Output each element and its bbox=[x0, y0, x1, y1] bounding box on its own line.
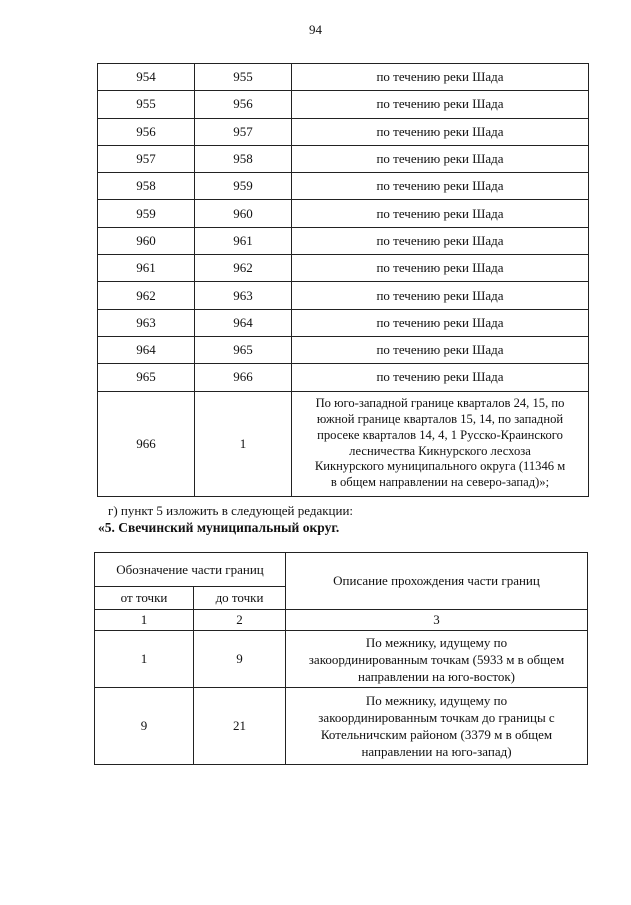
table-row-last bbox=[98, 391, 589, 496]
point-from: 958 bbox=[98, 173, 195, 200]
point-to: 966 bbox=[195, 364, 292, 391]
column-number-row bbox=[95, 610, 588, 631]
description-line: Кикнурского муниципального округа (11346 м bbox=[314, 459, 566, 474]
table-row bbox=[98, 364, 589, 391]
point-to: 21 bbox=[194, 688, 286, 765]
point-from: 954 bbox=[98, 64, 195, 91]
point-from: 961 bbox=[98, 255, 195, 282]
table-row bbox=[98, 282, 589, 309]
boundary-description bbox=[286, 688, 588, 765]
table-row bbox=[95, 631, 588, 688]
page-number: 94 bbox=[309, 22, 322, 37]
point-to: 957 bbox=[195, 118, 292, 145]
description-line: в общем направлении на северо-запад)»; bbox=[330, 474, 550, 489]
boundary-description: по течению реки Шада bbox=[292, 282, 589, 309]
point-from: 956 bbox=[98, 118, 195, 145]
point-to: 959 bbox=[195, 173, 292, 200]
description-line: По юго-западной границе кварталов 24, 15, по bbox=[315, 396, 565, 411]
boundary-table-svecha bbox=[94, 552, 588, 765]
description-line: По межнику, идущему по bbox=[365, 634, 508, 650]
boundary-description: по течению реки Шада bbox=[292, 336, 589, 363]
boundary-description: по течению реки Шада bbox=[292, 200, 589, 227]
header-from-cell: от точки bbox=[95, 587, 194, 610]
table-row bbox=[98, 336, 589, 363]
table-row bbox=[95, 688, 588, 765]
description-line: закоординированным точкам до границы с bbox=[318, 710, 555, 725]
point-from: 964 bbox=[98, 336, 195, 363]
column-number: 2 bbox=[194, 610, 286, 631]
table-row bbox=[98, 200, 589, 227]
point-from: 1 bbox=[95, 631, 194, 688]
header-description-cell: Описание прохождения части границ bbox=[286, 553, 588, 610]
point-from: 962 bbox=[98, 282, 195, 309]
boundary-description: по течению реки Шада bbox=[292, 309, 589, 336]
boundary-description: по течению реки Шада bbox=[292, 64, 589, 91]
table-row bbox=[98, 118, 589, 145]
column-number: 3 bbox=[286, 610, 588, 631]
table-row bbox=[98, 64, 589, 91]
point-to: 963 bbox=[195, 282, 292, 309]
description-line: направлении на юго-запад) bbox=[361, 744, 512, 759]
boundary-description: по течению реки Шада bbox=[292, 364, 589, 391]
description-line: южной границе кварталов 15, 14, по западной bbox=[316, 412, 564, 427]
table-row bbox=[98, 173, 589, 200]
point-from: 9 bbox=[95, 688, 194, 765]
table-row bbox=[98, 255, 589, 282]
boundary-description: по течению реки Шада bbox=[292, 255, 589, 282]
boundary-description-long bbox=[292, 391, 589, 496]
header-group-cell: Обозначение части границ bbox=[95, 553, 286, 587]
column-number: 1 bbox=[95, 610, 194, 631]
point-to: 955 bbox=[195, 64, 292, 91]
point-to: 964 bbox=[195, 309, 292, 336]
boundary-table-kiknur bbox=[97, 63, 589, 497]
boundary-description: по течению реки Шада bbox=[292, 91, 589, 118]
table-row bbox=[98, 91, 589, 118]
point-to: 965 bbox=[195, 336, 292, 363]
description-line: направлении на юго-восток) bbox=[358, 668, 515, 684]
boundary-description: по течению реки Шада bbox=[292, 145, 589, 172]
boundary-description: по течению реки Шада bbox=[292, 118, 589, 145]
table-row bbox=[98, 227, 589, 254]
header-to-cell: до точки bbox=[194, 587, 286, 610]
boundary-description: по течению реки Шада bbox=[292, 173, 589, 200]
instruction-paragraph: г) пункт 5 изложить в следующей редакции: bbox=[108, 503, 354, 518]
point-from: 963 bbox=[98, 309, 195, 336]
point-to: 960 bbox=[195, 200, 292, 227]
point-from: 955 bbox=[98, 91, 195, 118]
boundary-description bbox=[286, 631, 588, 688]
point-from: 965 bbox=[98, 364, 195, 391]
point-to: 958 bbox=[195, 145, 292, 172]
section-heading: «5. Свечинский муниципальный округ. bbox=[98, 520, 340, 535]
boundary-description: по течению реки Шада bbox=[292, 227, 589, 254]
point-to: 956 bbox=[195, 91, 292, 118]
table-row bbox=[98, 145, 589, 172]
point-to: 962 bbox=[195, 255, 292, 282]
point-from: 960 bbox=[98, 227, 195, 254]
point-from: 959 bbox=[98, 200, 195, 227]
description-line: Котельничским районом (3379 м в общем bbox=[320, 727, 553, 742]
description-line: просеке кварталов 14, 4, 1 Русско-Краинского bbox=[317, 427, 563, 442]
point-to: 961 bbox=[195, 227, 292, 254]
point-to: 1 bbox=[195, 391, 292, 496]
point-from: 957 bbox=[98, 145, 195, 172]
point-to: 9 bbox=[194, 631, 286, 688]
description-line: закоординированным точкам (5933 м в общем bbox=[308, 651, 565, 667]
header-row bbox=[95, 553, 588, 587]
table-row bbox=[98, 309, 589, 336]
description-line: лесничества Кикнурского лесхоза bbox=[349, 443, 531, 458]
point-from: 966 bbox=[98, 391, 195, 496]
description-line: По межнику, идущему по bbox=[365, 693, 508, 708]
